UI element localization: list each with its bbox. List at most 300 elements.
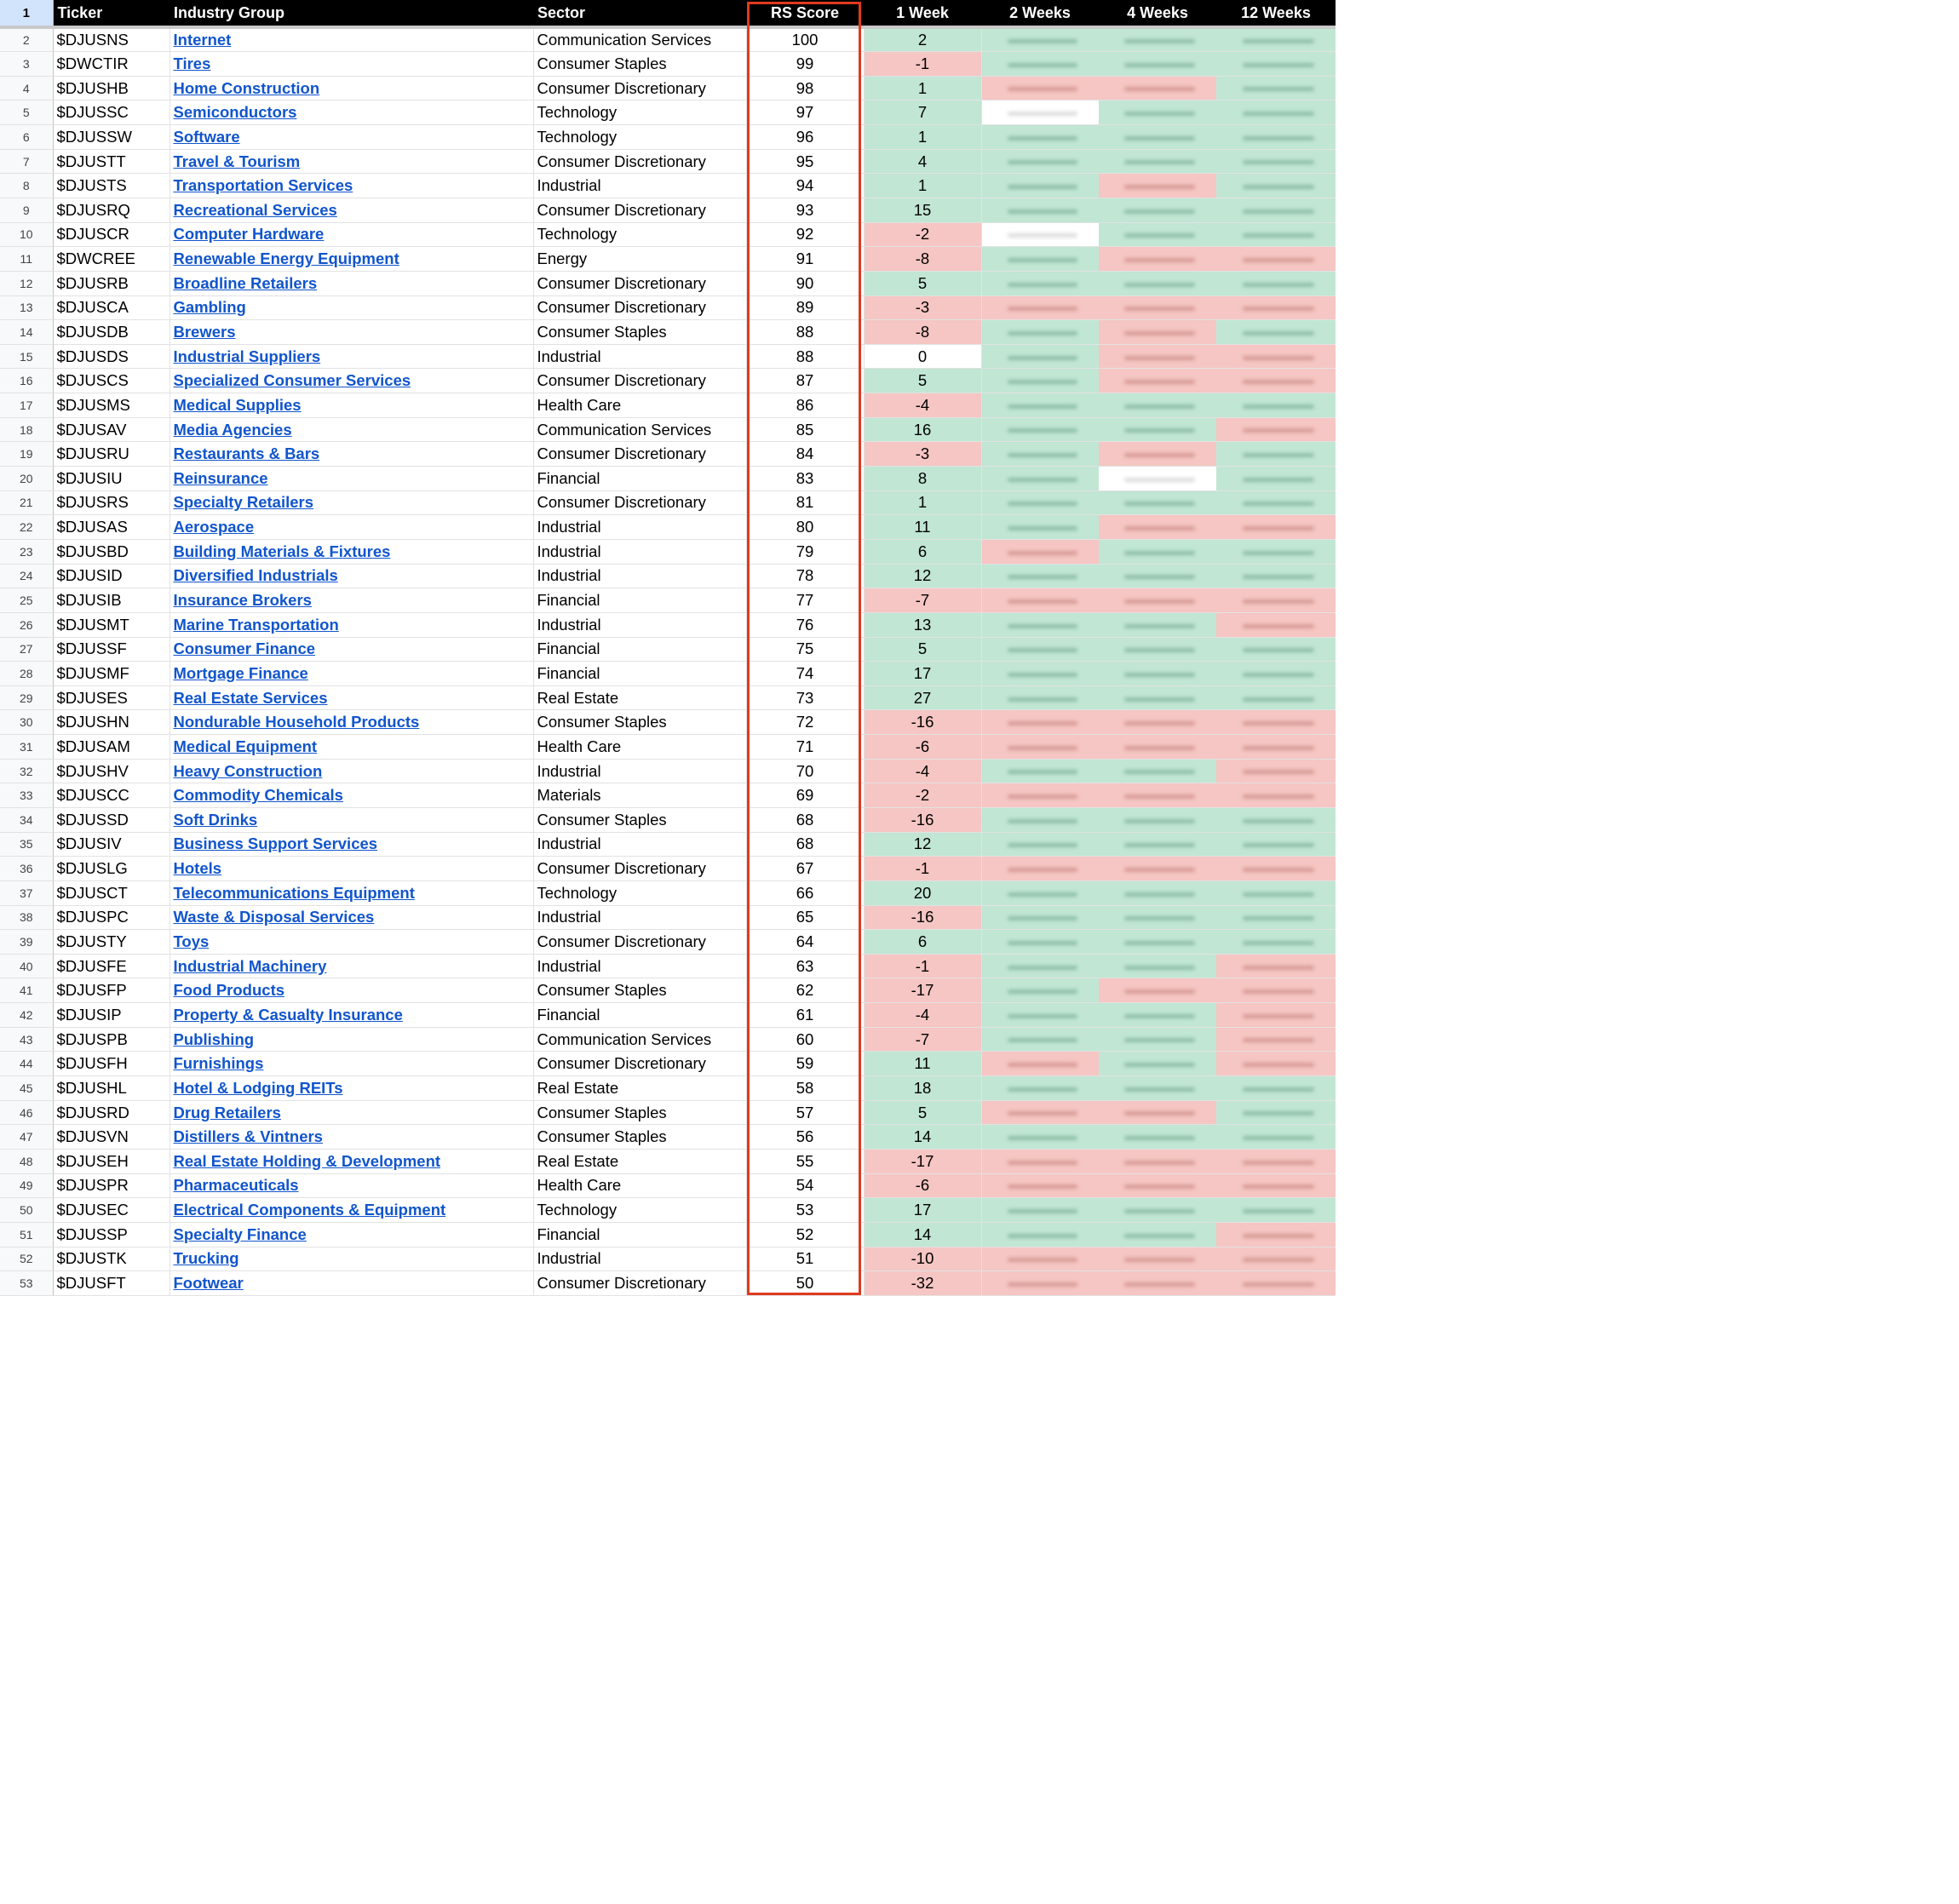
week1-change-cell[interactable]: 0 xyxy=(864,344,981,369)
industry-group-cell[interactable] xyxy=(169,1100,533,1125)
week4-change-cell[interactable] xyxy=(1099,295,1216,320)
industry-group-link[interactable]: Hotels xyxy=(173,859,222,878)
week12-change-cell[interactable] xyxy=(1216,149,1336,174)
table-row[interactable] xyxy=(0,1125,1336,1150)
week1-change-cell[interactable]: -3 xyxy=(864,295,981,320)
rs-score-cell[interactable]: 77 xyxy=(746,588,864,613)
industry-group-link[interactable]: Real Estate Holding & Development xyxy=(173,1151,441,1170)
table-row[interactable] xyxy=(0,27,1336,52)
week2-change-cell[interactable] xyxy=(981,832,1099,857)
row-number[interactable]: 32 xyxy=(0,759,53,783)
week1-change-cell[interactable]: 7 xyxy=(864,100,981,125)
week4-change-cell[interactable] xyxy=(1099,1271,1216,1296)
industry-group-cell[interactable] xyxy=(169,905,533,930)
industry-group-cell[interactable] xyxy=(169,271,533,295)
row-number[interactable]: 7 xyxy=(0,149,53,174)
industry-group-cell[interactable] xyxy=(169,149,533,174)
row-number-header[interactable]: 1 xyxy=(0,0,53,27)
industry-group-cell[interactable] xyxy=(169,880,533,905)
industry-group-link[interactable]: Home Construction xyxy=(173,78,320,97)
industry-group-cell[interactable] xyxy=(169,320,533,345)
table-row[interactable] xyxy=(0,1222,1336,1247)
row-number[interactable]: 41 xyxy=(0,978,53,1003)
row-number[interactable]: 12 xyxy=(0,271,53,295)
table-row[interactable] xyxy=(0,783,1336,808)
ticker-cell[interactable]: $DJUSNS xyxy=(53,27,169,52)
ticker-cell[interactable]: $DJUSRU xyxy=(53,442,169,467)
industry-group-header[interactable]: Industry Group xyxy=(169,0,533,27)
sector-cell[interactable]: Consumer Discretionary xyxy=(533,295,746,320)
rs-score-cell[interactable]: 70 xyxy=(746,759,864,783)
rs-score-cell[interactable]: 79 xyxy=(746,539,864,564)
week12-change-cell[interactable] xyxy=(1216,832,1336,857)
industry-group-cell[interactable] xyxy=(169,612,533,637)
industry-group-cell[interactable] xyxy=(169,1076,533,1101)
row-number[interactable]: 48 xyxy=(0,1149,53,1173)
industry-group-link[interactable]: Trucking xyxy=(173,1249,239,1268)
sector-cell[interactable]: Financial xyxy=(533,588,746,613)
industry-group-cell[interactable] xyxy=(169,174,533,198)
rs-score-cell[interactable]: 52 xyxy=(746,1222,864,1247)
week2-change-cell[interactable] xyxy=(981,393,1099,418)
week1-change-cell[interactable]: -4 xyxy=(864,759,981,783)
rs-score-cell[interactable]: 67 xyxy=(746,857,864,881)
table-row[interactable] xyxy=(0,149,1336,174)
week2-change-cell[interactable] xyxy=(981,783,1099,808)
week1-change-cell[interactable]: 16 xyxy=(864,417,981,442)
sector-cell[interactable]: Technology xyxy=(533,222,746,247)
rs-score-cell[interactable]: 83 xyxy=(746,467,864,491)
ticker-cell[interactable]: $DJUSSD xyxy=(53,808,169,833)
week2-change-cell[interactable] xyxy=(981,100,1099,125)
ticker-cell[interactable]: $DJUSRQ xyxy=(53,198,169,222)
week1-change-cell[interactable]: 12 xyxy=(864,832,981,857)
industry-group-link[interactable]: Telecommunications Equipment xyxy=(173,883,415,902)
week2-change-cell[interactable] xyxy=(981,198,1099,222)
week2-change-cell[interactable] xyxy=(981,1247,1099,1271)
week1-change-cell[interactable]: -6 xyxy=(864,735,981,760)
sector-cell[interactable]: Consumer Staples xyxy=(533,978,746,1003)
week12-change-cell[interactable] xyxy=(1216,612,1336,637)
table-row[interactable] xyxy=(0,1100,1336,1125)
sector-cell[interactable]: Consumer Discretionary xyxy=(533,198,746,222)
industry-group-link[interactable]: Pharmaceuticals xyxy=(173,1176,299,1195)
row-number[interactable]: 45 xyxy=(0,1076,53,1101)
week4-change-cell[interactable] xyxy=(1099,442,1216,467)
week1-change-cell[interactable]: -4 xyxy=(864,1003,981,1028)
table-row[interactable] xyxy=(0,467,1336,491)
table-row[interactable] xyxy=(0,174,1336,198)
week1-change-cell[interactable]: 14 xyxy=(864,1222,981,1247)
week12-change-cell[interactable] xyxy=(1216,1076,1336,1101)
week12-change-cell[interactable] xyxy=(1216,1052,1336,1076)
week4-change-cell[interactable] xyxy=(1099,759,1216,783)
rs-score-cell[interactable]: 53 xyxy=(746,1198,864,1223)
table-row[interactable] xyxy=(0,735,1336,760)
week4-change-cell[interactable] xyxy=(1099,76,1216,100)
week2-change-cell[interactable] xyxy=(981,759,1099,783)
industry-group-link[interactable]: Specialized Consumer Services xyxy=(173,371,411,390)
row-number[interactable]: 51 xyxy=(0,1222,53,1247)
industry-group-link[interactable]: Drug Retailers xyxy=(173,1103,281,1121)
row-number[interactable]: 36 xyxy=(0,857,53,881)
ticker-cell[interactable]: $DJUSTK xyxy=(53,1247,169,1271)
sector-cell[interactable]: Energy xyxy=(533,247,746,272)
industry-group-cell[interactable] xyxy=(169,1271,533,1296)
rs-score-cell[interactable]: 57 xyxy=(746,1100,864,1125)
week12-change-cell[interactable] xyxy=(1216,637,1336,662)
table-row[interactable] xyxy=(0,490,1336,515)
industry-group-cell[interactable] xyxy=(169,930,533,955)
week4-change-cell[interactable] xyxy=(1099,1052,1216,1076)
sector-cell[interactable]: Financial xyxy=(533,662,746,686)
industry-group-cell[interactable] xyxy=(169,198,533,222)
week4-change-cell[interactable] xyxy=(1099,905,1216,930)
rs-score-cell[interactable]: 96 xyxy=(746,125,864,150)
ticker-cell[interactable]: $DJUSCC xyxy=(53,783,169,808)
table-row[interactable] xyxy=(0,76,1336,100)
rs-score-cell[interactable]: 88 xyxy=(746,344,864,369)
week4-change-cell[interactable] xyxy=(1099,783,1216,808)
ticker-header[interactable]: Ticker xyxy=(53,0,169,27)
week12-change-cell[interactable] xyxy=(1216,1173,1336,1198)
week2-change-cell[interactable] xyxy=(981,1052,1099,1076)
week1-change-cell[interactable]: -32 xyxy=(864,1271,981,1296)
rs-score-cell[interactable]: 84 xyxy=(746,442,864,467)
ticker-cell[interactable]: $DJUSLG xyxy=(53,857,169,881)
week4-change-cell[interactable] xyxy=(1099,857,1216,881)
ticker-cell[interactable]: $DJUSCT xyxy=(53,880,169,905)
industry-group-cell[interactable] xyxy=(169,685,533,710)
week2-change-cell[interactable] xyxy=(981,174,1099,198)
row-number[interactable]: 37 xyxy=(0,880,53,905)
industry-group-cell[interactable] xyxy=(169,710,533,735)
sector-cell[interactable]: Industrial xyxy=(533,174,746,198)
table-row[interactable] xyxy=(0,52,1336,77)
week1-change-cell[interactable]: -2 xyxy=(864,222,981,247)
row-number[interactable]: 8 xyxy=(0,174,53,198)
week12-change-cell[interactable] xyxy=(1216,930,1336,955)
row-number[interactable]: 35 xyxy=(0,832,53,857)
ticker-cell[interactable]: $DJUSCS xyxy=(53,369,169,393)
industry-group-link[interactable]: Marine Transportation xyxy=(173,615,339,634)
week2-change-cell[interactable] xyxy=(981,808,1099,833)
row-number[interactable]: 39 xyxy=(0,930,53,955)
row-number[interactable]: 15 xyxy=(0,344,53,369)
week1-change-cell[interactable]: 5 xyxy=(864,1100,981,1125)
week4-change-cell[interactable] xyxy=(1099,1003,1216,1028)
week12-change-cell[interactable] xyxy=(1216,735,1336,760)
table-row[interactable] xyxy=(0,393,1336,418)
week12-change-cell[interactable] xyxy=(1216,1222,1336,1247)
industry-group-cell[interactable] xyxy=(169,295,533,320)
week2-change-cell[interactable] xyxy=(981,637,1099,662)
week2-change-cell[interactable] xyxy=(981,222,1099,247)
ticker-cell[interactable]: $DJUSHL xyxy=(53,1076,169,1101)
industry-group-link[interactable]: Travel & Tourism xyxy=(173,152,301,170)
industry-group-link[interactable]: Medical Supplies xyxy=(173,395,302,414)
industry-group-cell[interactable] xyxy=(169,76,533,100)
sector-cell[interactable]: Industrial xyxy=(533,539,746,564)
week4-change-cell[interactable] xyxy=(1099,515,1216,540)
week2-change-cell[interactable] xyxy=(981,710,1099,735)
week2-change-cell[interactable] xyxy=(981,467,1099,491)
row-number[interactable]: 17 xyxy=(0,393,53,418)
ticker-cell[interactable]: $DJUSIP xyxy=(53,1003,169,1028)
rs-score-cell[interactable]: 55 xyxy=(746,1149,864,1173)
week2-header[interactable]: 2 Weeks xyxy=(981,0,1099,27)
sector-cell[interactable]: Real Estate xyxy=(533,685,746,710)
rs-score-cell[interactable]: 76 xyxy=(746,612,864,637)
week12-change-cell[interactable] xyxy=(1216,125,1336,150)
week4-change-cell[interactable] xyxy=(1099,417,1216,442)
ticker-cell[interactable]: $DWCREE xyxy=(53,247,169,272)
week4-change-cell[interactable] xyxy=(1099,710,1216,735)
rs-score-cell[interactable]: 97 xyxy=(746,100,864,125)
row-number[interactable]: 20 xyxy=(0,467,53,491)
sector-cell[interactable]: Consumer Discretionary xyxy=(533,1052,746,1076)
sector-cell[interactable]: Consumer Discretionary xyxy=(533,857,746,881)
industry-group-cell[interactable] xyxy=(169,637,533,662)
week2-change-cell[interactable] xyxy=(981,320,1099,345)
week4-change-cell[interactable] xyxy=(1099,149,1216,174)
industry-group-link[interactable]: Soft Drinks xyxy=(173,810,258,829)
rs-score-cell[interactable]: 90 xyxy=(746,271,864,295)
rs-score-cell[interactable]: 69 xyxy=(746,783,864,808)
week2-change-cell[interactable] xyxy=(981,735,1099,760)
week12-change-cell[interactable] xyxy=(1216,320,1336,345)
industry-group-link[interactable]: Business Support Services xyxy=(173,834,378,853)
week12-change-cell[interactable] xyxy=(1216,100,1336,125)
sector-cell[interactable]: Industrial xyxy=(533,515,746,540)
table-row[interactable] xyxy=(0,954,1336,978)
ticker-cell[interactable]: $DJUSFH xyxy=(53,1052,169,1076)
row-number[interactable]: 50 xyxy=(0,1198,53,1223)
table-row[interactable] xyxy=(0,417,1336,442)
row-number[interactable]: 6 xyxy=(0,125,53,150)
week12-change-cell[interactable] xyxy=(1216,27,1336,52)
table-row[interactable] xyxy=(0,1076,1336,1101)
week2-change-cell[interactable] xyxy=(981,685,1099,710)
week12-change-cell[interactable] xyxy=(1216,1027,1336,1052)
week4-change-cell[interactable] xyxy=(1099,1076,1216,1101)
industry-group-cell[interactable] xyxy=(169,735,533,760)
industry-group-cell[interactable] xyxy=(169,832,533,857)
week2-change-cell[interactable] xyxy=(981,490,1099,515)
ticker-cell[interactable]: $DJUSFE xyxy=(53,954,169,978)
industry-group-link[interactable]: Gambling xyxy=(173,298,246,317)
week1-change-cell[interactable]: -16 xyxy=(864,808,981,833)
ticker-cell[interactable]: $DJUSRB xyxy=(53,271,169,295)
industry-group-cell[interactable] xyxy=(169,1247,533,1271)
table-row[interactable] xyxy=(0,1003,1336,1028)
week1-change-cell[interactable]: 11 xyxy=(864,515,981,540)
week1-change-cell[interactable]: 12 xyxy=(864,564,981,588)
week12-change-cell[interactable] xyxy=(1216,759,1336,783)
week4-change-cell[interactable] xyxy=(1099,393,1216,418)
industry-group-cell[interactable] xyxy=(169,857,533,881)
week2-change-cell[interactable] xyxy=(981,369,1099,393)
row-number[interactable]: 3 xyxy=(0,52,53,77)
industry-group-cell[interactable] xyxy=(169,100,533,125)
row-number[interactable]: 30 xyxy=(0,710,53,735)
week1-change-cell[interactable]: 6 xyxy=(864,930,981,955)
sector-cell[interactable]: Consumer Discretionary xyxy=(533,1271,746,1296)
week12-change-cell[interactable] xyxy=(1216,539,1336,564)
week12-change-cell[interactable] xyxy=(1216,295,1336,320)
table-row[interactable] xyxy=(0,1198,1336,1223)
week12-change-cell[interactable] xyxy=(1216,369,1336,393)
week4-change-cell[interactable] xyxy=(1099,198,1216,222)
rs-score-cell[interactable]: 81 xyxy=(746,490,864,515)
row-number[interactable]: 28 xyxy=(0,662,53,686)
row-number[interactable]: 9 xyxy=(0,198,53,222)
rs-score-cell[interactable]: 92 xyxy=(746,222,864,247)
ticker-cell[interactable]: $DJUSDS xyxy=(53,344,169,369)
row-number[interactable]: 23 xyxy=(0,539,53,564)
table-row[interactable] xyxy=(0,1027,1336,1052)
industry-group-link[interactable]: Aerospace xyxy=(173,518,255,536)
week12-change-cell[interactable] xyxy=(1216,52,1336,77)
week1-change-cell[interactable]: 1 xyxy=(864,76,981,100)
row-number[interactable]: 19 xyxy=(0,442,53,467)
sector-cell[interactable]: Technology xyxy=(533,880,746,905)
industry-group-link[interactable]: Property & Casualty Insurance xyxy=(173,1005,403,1024)
table-row[interactable] xyxy=(0,759,1336,783)
ticker-cell[interactable]: $DJUSAS xyxy=(53,515,169,540)
industry-group-cell[interactable] xyxy=(169,564,533,588)
week2-change-cell[interactable] xyxy=(981,149,1099,174)
sector-cell[interactable]: Consumer Staples xyxy=(533,320,746,345)
week2-change-cell[interactable] xyxy=(981,905,1099,930)
week2-change-cell[interactable] xyxy=(981,417,1099,442)
week4-change-cell[interactable] xyxy=(1099,174,1216,198)
week12-change-cell[interactable] xyxy=(1216,442,1336,467)
week1-change-cell[interactable]: 5 xyxy=(864,271,981,295)
industry-group-cell[interactable] xyxy=(169,588,533,613)
week4-change-cell[interactable] xyxy=(1099,612,1216,637)
rs-score-cell[interactable]: 72 xyxy=(746,710,864,735)
week1-change-cell[interactable]: -16 xyxy=(864,905,981,930)
row-number[interactable]: 43 xyxy=(0,1027,53,1052)
industry-group-link[interactable]: Recreational Services xyxy=(173,200,337,219)
week12-change-cell[interactable] xyxy=(1216,467,1336,491)
row-number[interactable]: 46 xyxy=(0,1100,53,1125)
week1-change-cell[interactable]: -7 xyxy=(864,1027,981,1052)
week1-change-cell[interactable]: 5 xyxy=(864,637,981,662)
ticker-cell[interactable]: $DJUSPB xyxy=(53,1027,169,1052)
week12-change-cell[interactable] xyxy=(1216,271,1336,295)
table-row[interactable] xyxy=(0,515,1336,540)
week12-change-cell[interactable] xyxy=(1216,905,1336,930)
week4-change-cell[interactable] xyxy=(1099,832,1216,857)
sector-cell[interactable]: Consumer Discretionary xyxy=(533,271,746,295)
industry-group-cell[interactable] xyxy=(169,27,533,52)
sector-cell[interactable]: Consumer Discretionary xyxy=(533,490,746,515)
rs-score-cell[interactable]: 94 xyxy=(746,174,864,198)
week12-change-cell[interactable] xyxy=(1216,857,1336,881)
week4-change-cell[interactable] xyxy=(1099,320,1216,345)
row-number[interactable]: 25 xyxy=(0,588,53,613)
ticker-cell[interactable]: $DJUSMS xyxy=(53,393,169,418)
row-number[interactable]: 5 xyxy=(0,100,53,125)
week2-change-cell[interactable] xyxy=(981,978,1099,1003)
sector-cell[interactable]: Financial xyxy=(533,1222,746,1247)
rs-score-cell[interactable]: 86 xyxy=(746,393,864,418)
week4-change-cell[interactable] xyxy=(1099,685,1216,710)
sector-cell[interactable]: Communication Services xyxy=(533,417,746,442)
sector-cell[interactable]: Financial xyxy=(533,467,746,491)
ticker-cell[interactable]: $DJUSAV xyxy=(53,417,169,442)
week12-change-cell[interactable] xyxy=(1216,417,1336,442)
week12-change-cell[interactable] xyxy=(1216,710,1336,735)
week1-change-cell[interactable]: 2 xyxy=(864,27,981,52)
industry-group-cell[interactable] xyxy=(169,978,533,1003)
industry-group-cell[interactable] xyxy=(169,125,533,150)
week12-change-cell[interactable] xyxy=(1216,393,1336,418)
industry-group-cell[interactable] xyxy=(169,1222,533,1247)
week2-change-cell[interactable] xyxy=(981,662,1099,686)
week12-change-cell[interactable] xyxy=(1216,954,1336,978)
sector-cell[interactable]: Technology xyxy=(533,125,746,150)
industry-group-link[interactable]: Distillers & Vintners xyxy=(173,1127,323,1146)
industry-group-link[interactable]: Consumer Finance xyxy=(173,639,316,658)
industry-group-link[interactable]: Diversified Industrials xyxy=(173,566,338,585)
row-number[interactable]: 29 xyxy=(0,685,53,710)
week1-change-cell[interactable]: -8 xyxy=(864,320,981,345)
row-number[interactable]: 13 xyxy=(0,295,53,320)
week4-change-cell[interactable] xyxy=(1099,467,1216,491)
rs-score-cell[interactable]: 56 xyxy=(746,1125,864,1150)
ticker-cell[interactable]: $DJUSCR xyxy=(53,222,169,247)
week1-change-cell[interactable]: 11 xyxy=(864,1052,981,1076)
week4-change-cell[interactable] xyxy=(1099,247,1216,272)
sector-cell[interactable]: Health Care xyxy=(533,735,746,760)
ticker-cell[interactable]: $DJUSFP xyxy=(53,978,169,1003)
industry-group-link[interactable]: Footwear xyxy=(173,1273,244,1292)
industry-group-link[interactable]: Specialty Finance xyxy=(173,1224,307,1243)
week2-change-cell[interactable] xyxy=(981,344,1099,369)
sector-cell[interactable]: Consumer Discretionary xyxy=(533,149,746,174)
table-row[interactable] xyxy=(0,612,1336,637)
ticker-cell[interactable]: $DJUSRS xyxy=(53,490,169,515)
week1-change-cell[interactable]: 5 xyxy=(864,369,981,393)
ticker-cell[interactable]: $DJUSAM xyxy=(53,735,169,760)
sector-cell[interactable]: Consumer Staples xyxy=(533,52,746,77)
row-number[interactable]: 16 xyxy=(0,369,53,393)
week12-change-cell[interactable] xyxy=(1216,783,1336,808)
rs-score-cell[interactable]: 73 xyxy=(746,685,864,710)
rs-score-cell[interactable]: 50 xyxy=(746,1271,864,1296)
week4-change-cell[interactable] xyxy=(1099,539,1216,564)
industry-group-link[interactable]: Broadline Retailers xyxy=(173,273,318,292)
rs-score-cell[interactable]: 98 xyxy=(746,76,864,100)
week4-change-cell[interactable] xyxy=(1099,978,1216,1003)
rs-score-cell[interactable]: 58 xyxy=(746,1076,864,1101)
week2-change-cell[interactable] xyxy=(981,954,1099,978)
week4-change-cell[interactable] xyxy=(1099,564,1216,588)
week1-change-cell[interactable]: 1 xyxy=(864,125,981,150)
sector-cell[interactable]: Consumer Staples xyxy=(533,710,746,735)
industry-group-link[interactable]: Restaurants & Bars xyxy=(173,444,320,463)
sector-cell[interactable]: Consumer Staples xyxy=(533,1100,746,1125)
industry-group-cell[interactable] xyxy=(169,1198,533,1223)
industry-group-link[interactable]: Furnishings xyxy=(173,1054,264,1073)
week1-change-cell[interactable]: -17 xyxy=(864,1149,981,1173)
week12-change-cell[interactable] xyxy=(1216,198,1336,222)
week4-change-cell[interactable] xyxy=(1099,1100,1216,1125)
rs-score-cell[interactable]: 87 xyxy=(746,369,864,393)
